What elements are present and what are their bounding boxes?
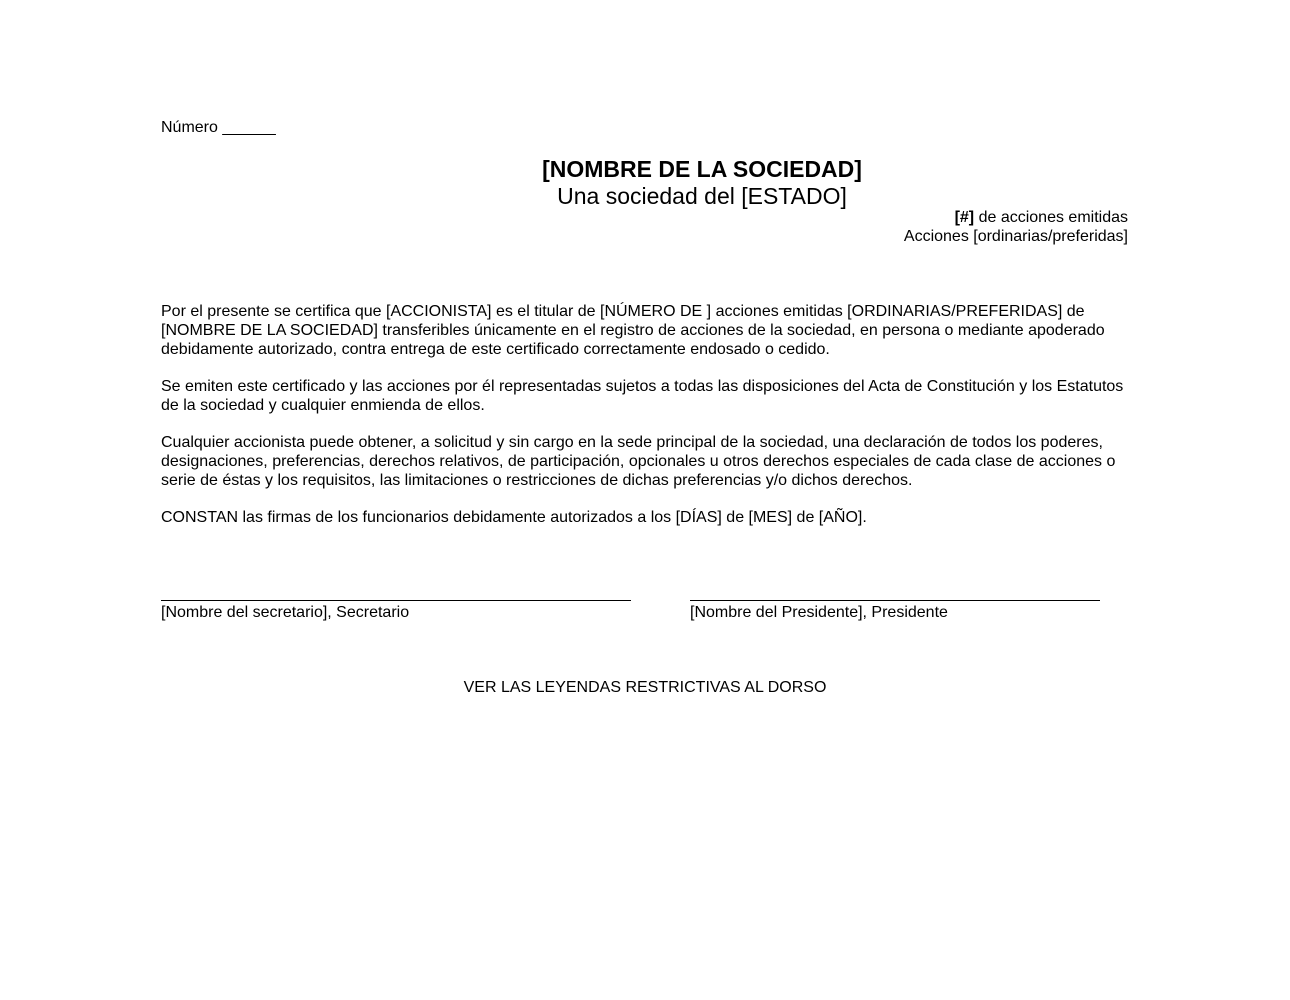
president-signature-label: [Nombre del Presidente], Presidente xyxy=(690,604,948,621)
company-name: [NOMBRE DE LA SOCIEDAD] xyxy=(542,156,862,182)
secretary-signature-line xyxy=(161,600,631,601)
certificate-number: Número ______ xyxy=(161,119,276,136)
paragraph-signatures-statement: CONSTAN las firmas de los funcionarios debidamente autorizados a los [DÍAS] de [MES] de [AÑO]. xyxy=(161,509,867,526)
paragraph-certification: Por el presente se certifica que [ACCIONISTA] es el titular de [NÚMERO DE ] acciones emitidas [ORDINARIAS/PREFERIDAS] de [NOMBRE DE LA SOCIEDAD] transferibles únicamente en el registro de acciones de la sociedad, en persona o mediante apoderado debidamente autorizado, contra entrega de este certificado correctamente endosado o cedido. xyxy=(161,303,1105,358)
paragraph-provisions: Se emiten este certificado y las acciones por él representadas sujetos a todas las disposiciones del Acta de Constitución y los Estatutos de la sociedad y cualquier enmienda de ellos. xyxy=(161,378,1124,414)
secretary-signature-label: [Nombre del secretario], Secretario xyxy=(161,604,410,621)
restrictive-legend-notice: VER LAS LEYENDAS RESTRICTIVAS AL DORSO xyxy=(463,679,827,696)
shares-count: [#] xyxy=(954,209,975,226)
shares-class-line: Acciones [ordinarias/preferidas] xyxy=(903,228,1128,245)
shares-issued-line xyxy=(904,208,1128,227)
president-signature-line xyxy=(690,600,1100,601)
certificate-body xyxy=(161,302,1136,545)
paragraph-shareholder-rights: Cualquier accionista puede obtener, a solicitud y sin cargo en la sede principal de la sociedad, una declaración de todos los poderes, designaciones, preferencias, derechos relativos, de participación, opcionales u otros derechos especiales de cada clase de acciones o serie de éstas y los requisitos, las limitaciones o restricciones de dichas preferencias y/o dichos derechos. xyxy=(161,434,1116,489)
shares-count-suffix: de acciones emitidas xyxy=(974,209,1128,226)
shares-summary xyxy=(904,208,1128,246)
company-state: Una sociedad del [ESTADO] xyxy=(557,183,847,209)
